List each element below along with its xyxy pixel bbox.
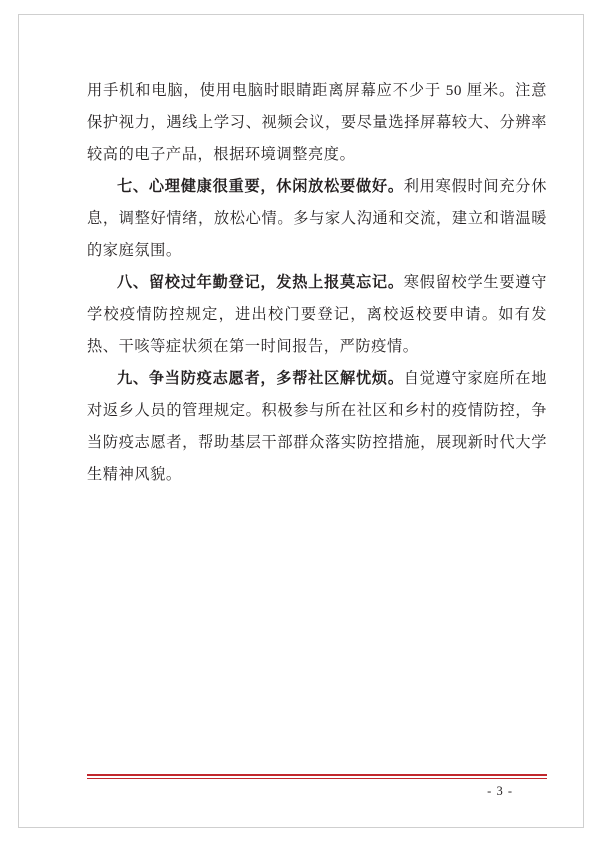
paragraph-item-7 xyxy=(87,171,547,267)
paragraph-text: 自觉遵守家庭所在地对返乡人员的管理规定。积极参与所在社区和乡村的疫情防控，争当防疫志愿者，帮助基层干部群众落实防控措施，展现新时代大学生精神风貌。 xyxy=(87,370,547,483)
paragraph-item-9 xyxy=(87,363,547,491)
page-number: - 3 - xyxy=(487,784,513,798)
paragraph-text: 利用寒假时间充分休息，调整好情绪，放松心情。多与家人沟通和交流，建立和谐温暖的家庭氛围。 xyxy=(87,178,547,259)
paragraph-heading: 七、心理健康很重要，休闲放松要做好。 xyxy=(117,178,404,195)
paragraph-continuation xyxy=(87,75,547,171)
paragraph-text: 用手机和电脑，使用电脑时眼睛距离屏幕应不少于 50 厘米。注意保护视力，遇线上学习、视频会议，要尽量选择屏幕较大、分辨率较高的电子产品，根据环境调整亮度。 xyxy=(87,82,547,163)
paragraph-heading: 八、留校过年勤登记，发热上报莫忘记。 xyxy=(117,274,404,291)
paragraph-item-8 xyxy=(87,267,547,363)
footer-rule-thin xyxy=(87,778,547,779)
footer-divider xyxy=(87,774,547,780)
document-body xyxy=(87,75,547,491)
paragraph-text: 寒假留校学生要遵守学校疫情防控规定，进出校门要登记，离校返校要申请。如有发热、干咳等症状须在第一时间报告，严防疫情。 xyxy=(87,274,547,355)
page-canvas xyxy=(18,14,584,828)
footer-rule-thick xyxy=(87,774,547,776)
paragraph-heading: 九、争当防疫志愿者，多帮社区解忧烦。 xyxy=(117,370,404,387)
